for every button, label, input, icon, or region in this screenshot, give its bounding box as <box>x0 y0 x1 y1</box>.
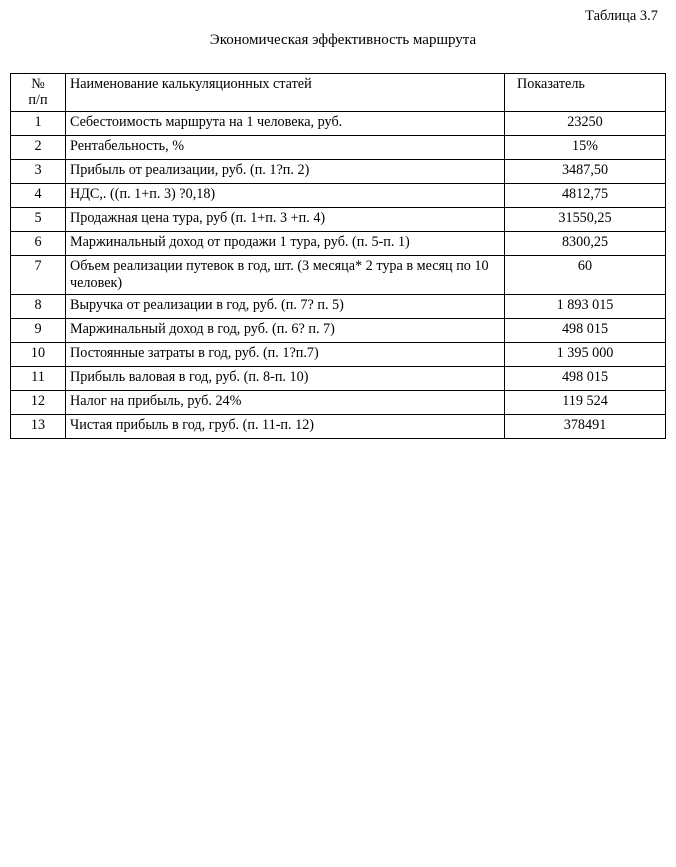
row-name: Постоянные затраты в год, руб. (п. 1?п.7) <box>66 343 505 367</box>
row-value: 498 015 <box>505 367 666 391</box>
column-header-value <box>505 73 666 111</box>
row-value: 60 <box>505 255 666 295</box>
row-value: 31550,25 <box>505 207 666 231</box>
column-header-name: Наименование калькуляционных статей <box>66 73 505 111</box>
row-number: 4 <box>11 183 66 207</box>
row-value: 1 893 015 <box>505 295 666 319</box>
table-row <box>11 183 666 207</box>
row-name: Объем реализации путевок в год, шт. (3 месяца* 2 тура в месяц по 10 человек) <box>66 255 505 295</box>
row-name: Прибыль валовая в год, руб. (п. 8-п. 10) <box>66 367 505 391</box>
column-header-value-text: Показатель <box>517 75 585 92</box>
column-header-number <box>11 73 66 111</box>
row-number: 10 <box>11 343 66 367</box>
row-name: Себестоимость маршрута на 1 человека, руб. <box>66 111 505 135</box>
row-value: 15% <box>505 135 666 159</box>
table-row <box>11 159 666 183</box>
row-name: Маржинальный доход в год, руб. (п. 6? п. 7) <box>66 319 505 343</box>
row-number: 6 <box>11 231 66 255</box>
economic-efficiency-table <box>10 73 666 439</box>
table-row <box>11 207 666 231</box>
row-number: 13 <box>11 415 66 439</box>
row-value: 8300,25 <box>505 231 666 255</box>
table-row <box>11 343 666 367</box>
row-number: 8 <box>11 295 66 319</box>
column-header-number-line2: п/п <box>28 92 48 109</box>
row-value: 119 524 <box>505 391 666 415</box>
row-value: 1 395 000 <box>505 343 666 367</box>
page-title: Экономическая эффективность маршрута <box>209 32 477 49</box>
table-row <box>11 231 666 255</box>
row-value: 23250 <box>505 111 666 135</box>
row-number: 3 <box>11 159 66 183</box>
table-row <box>11 367 666 391</box>
row-number: 5 <box>11 207 66 231</box>
row-value: 4812,75 <box>505 183 666 207</box>
row-name: Прибыль от реализации, руб. (п. 1?п. 2) <box>66 159 505 183</box>
row-number: 7 <box>11 255 66 295</box>
row-name: Налог на прибыль, руб. 24% <box>66 391 505 415</box>
row-name: Маржинальный доход от продажи 1 тура, руб. (п. 5-п. 1) <box>66 231 505 255</box>
table-body <box>11 111 666 439</box>
row-name: Рентабельность, % <box>66 135 505 159</box>
row-name: НДС,. ((п. 1+п. 3) ?0,18) <box>66 183 505 207</box>
row-number: 9 <box>11 319 66 343</box>
table-row <box>11 135 666 159</box>
row-value: 3487,50 <box>505 159 666 183</box>
row-number: 1 <box>11 111 66 135</box>
table-header <box>11 73 666 111</box>
row-value: 498 015 <box>505 319 666 343</box>
table-row <box>11 295 666 319</box>
row-name: Продажная цена тура, руб (п. 1+п. 3 +п. 4) <box>66 207 505 231</box>
row-name: Выручка от реализации в год, руб. (п. 7? п. 5) <box>66 295 505 319</box>
row-number: 11 <box>11 367 66 391</box>
table-row <box>11 111 666 135</box>
row-number: 12 <box>11 391 66 415</box>
table-row <box>11 391 666 415</box>
table-row <box>11 319 666 343</box>
table-label: Таблица 3.7 <box>585 8 658 24</box>
table-row <box>11 415 666 439</box>
row-name: Чистая прибыль в год, груб. (п. 11-п. 12) <box>66 415 505 439</box>
row-number: 2 <box>11 135 66 159</box>
table-header-row <box>11 73 666 111</box>
column-header-number-line1: № <box>31 75 45 92</box>
table-row <box>11 255 666 295</box>
row-value: 378491 <box>505 415 666 439</box>
